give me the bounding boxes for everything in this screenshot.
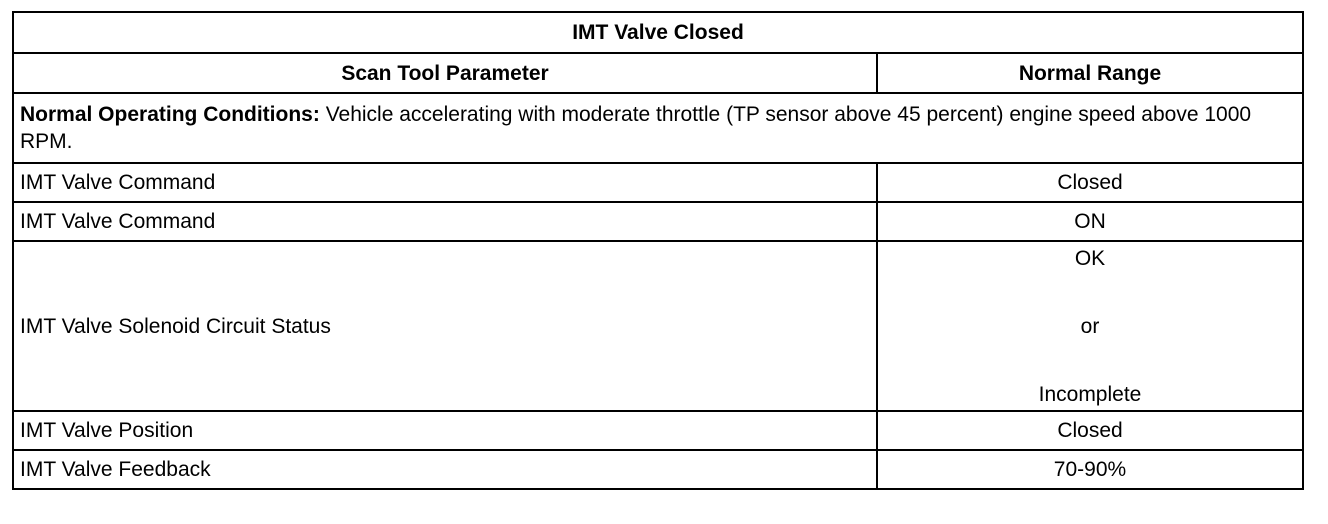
table-row [13,450,1303,489]
title-row [13,12,1303,53]
range-option: OK [1074,246,1106,270]
column-header-parameter: Scan Tool Parameter [13,53,877,93]
operating-conditions-label: Normal Operating Conditions: [20,103,320,126]
range-option: or [1080,314,1100,338]
table-row [13,411,1303,450]
table-row [13,241,1303,411]
range-cell: Closed [877,411,1303,450]
parameter-cell: IMT Valve Position [13,411,877,450]
range-cell: Closed [877,163,1303,202]
conditions-row [13,93,1303,163]
parameter-cell: IMT Valve Feedback [13,450,877,489]
operating-conditions-text: Vehicle accelerating with moderate throttle (TP sensor above 45 percent) engine speed above 1000 RPM. [20,103,1252,153]
table-row [13,163,1303,202]
parameter-cell: IMT Valve Command [13,202,877,241]
range-cell: ON [877,202,1303,241]
parameter-cell: IMT Valve Command [13,163,877,202]
operating-conditions [13,93,1303,163]
column-header-range: Normal Range [877,53,1303,93]
parameter-cell: IMT Valve Solenoid Circuit Status [13,241,877,411]
scan-tool-data-table [12,11,1304,490]
table-row [13,202,1303,241]
range-option: Incomplete [1038,382,1142,406]
range-cell: 70-90% [877,450,1303,489]
header-row [13,53,1303,93]
range-cell [877,241,1303,411]
table-title: IMT Valve Closed [13,12,1303,53]
